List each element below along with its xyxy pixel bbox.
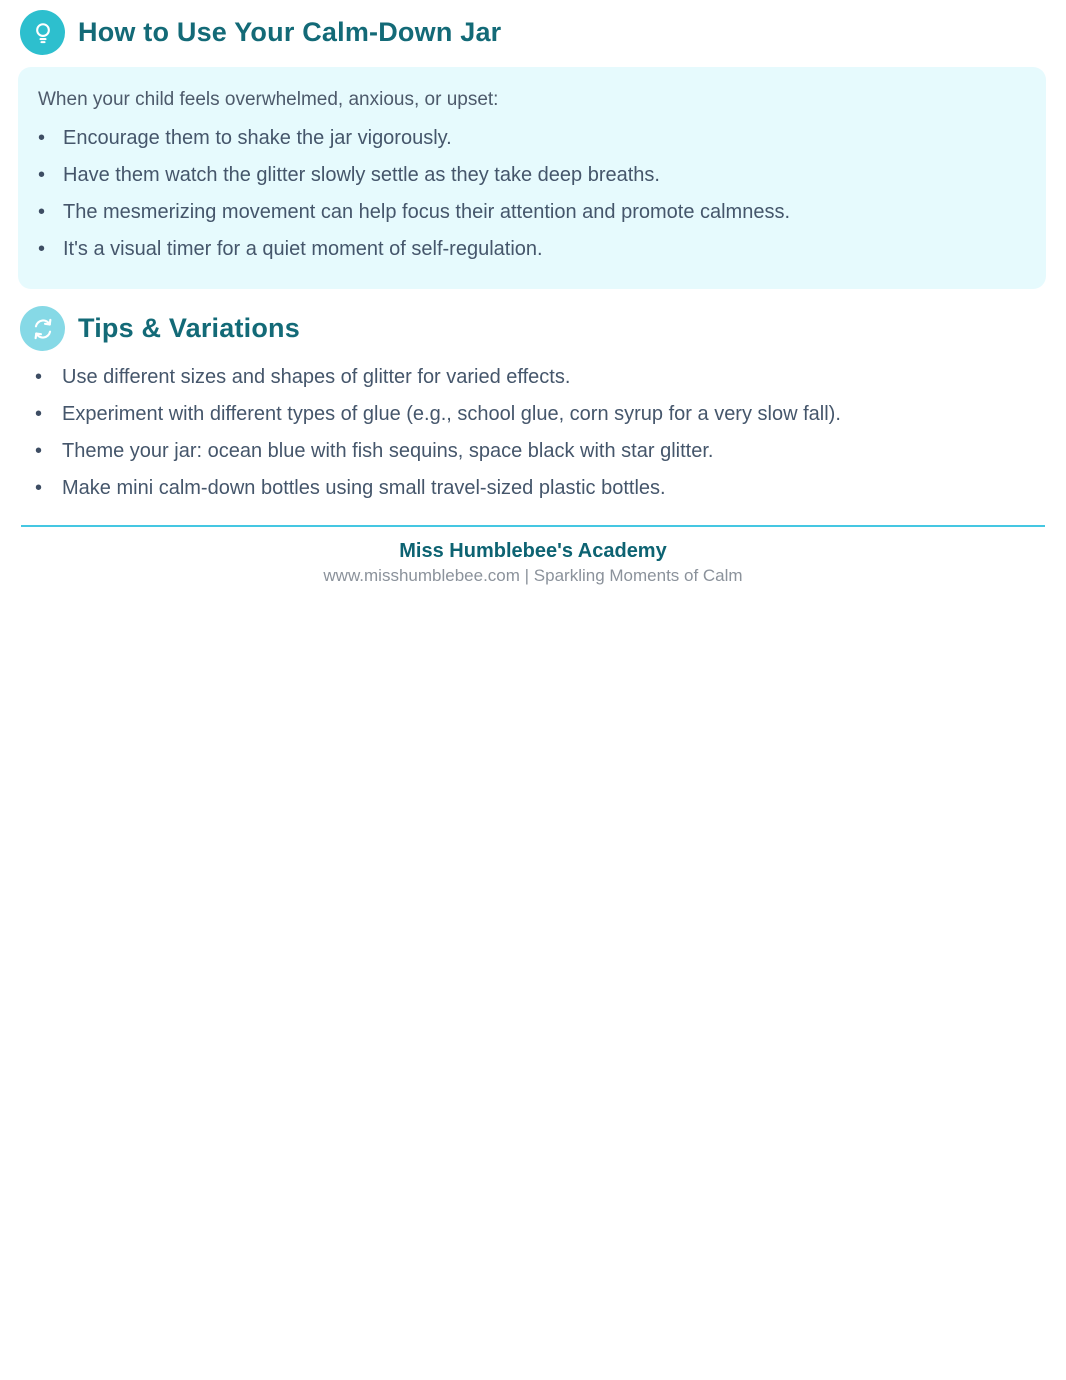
footer-tagline: www.misshumblebee.com | Sparkling Moments of Calm	[323, 566, 743, 585]
list-item: • Theme your jar: ocean blue with fish sequins, space black with star glitter.	[35, 438, 1066, 465]
info-box-intro: When your child feels overwhelmed, anxious, or upset:	[38, 89, 499, 110]
footer-brand-name: Miss Humblebee's Academy	[399, 540, 667, 562]
section-tips-variations	[0, 306, 1066, 502]
tips-bullet-list	[35, 364, 1066, 502]
refresh-icon	[20, 306, 65, 351]
list-item: • Encourage them to shake the jar vigorously.	[38, 125, 1022, 152]
list-item: • It's a visual timer for a quiet moment of self-regulation.	[38, 236, 1022, 263]
how-to-use-bullet-list	[38, 125, 1022, 263]
page-footer	[0, 540, 1066, 586]
list-item: • Have them watch the glitter slowly settle as they take deep breaths.	[38, 162, 1022, 189]
list-item: • Use different sizes and shapes of glitter for varied effects.	[35, 364, 1066, 391]
lightbulb-icon	[20, 10, 65, 55]
list-item: • Make mini calm-down bottles using small travel-sized plastic bottles.	[35, 475, 1066, 502]
how-to-use-title: How to Use Your Calm-Down Jar	[78, 17, 502, 47]
info-box	[18, 67, 1046, 289]
list-item: • Experiment with different types of glue (e.g., school glue, corn syrup for a very slow fall).	[35, 401, 1066, 428]
document-page	[0, 0, 1066, 586]
tips-variations-title: Tips & Variations	[78, 313, 300, 343]
how-to-use-header	[20, 10, 1046, 55]
footer-divider	[21, 525, 1045, 527]
list-item: • The mesmerizing movement can help focus their attention and promote calmness.	[38, 199, 1022, 226]
tips-variations-header	[20, 306, 1046, 351]
section-how-to-use	[0, 10, 1066, 289]
